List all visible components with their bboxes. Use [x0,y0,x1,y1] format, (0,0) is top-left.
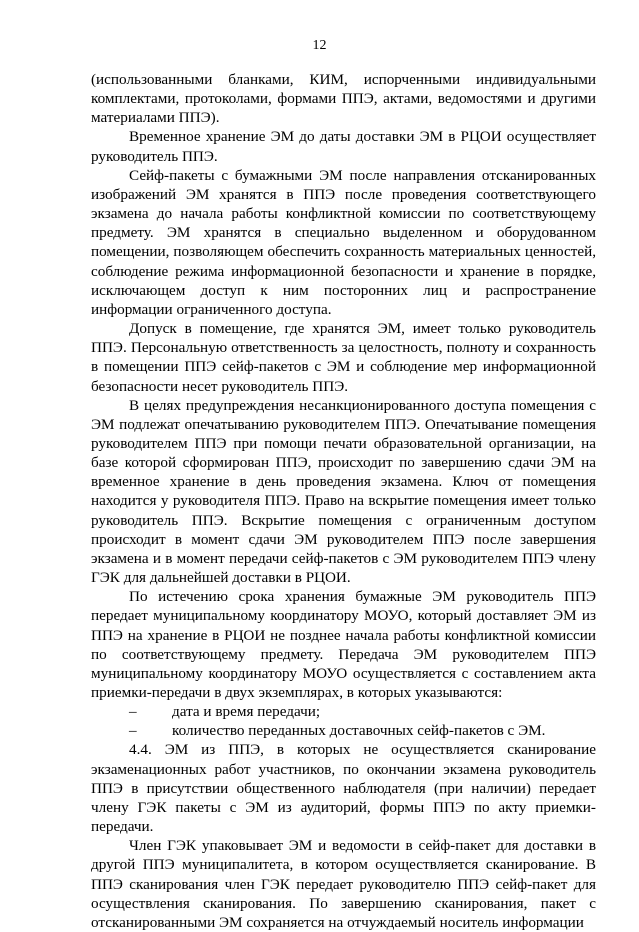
document-body [91,70,596,932]
paragraph-gek-member: Член ГЭК упаковывает ЭМ и ведомости в сейф-пакет для доставки в другой ППЭ муниципалитета, в котором осуществляется сканирование. В ППЭ сканирования член ГЭК передает руководителю ППЭ сейф-пакет для осуществления сканирования. По завершению сканирования, пакет с отсканированными ЭМ сохраняется на отчуждаемый носитель информации [91,837,596,931]
dash-bullet: – [129,703,137,721]
page-number: 12 [312,38,327,53]
paragraph-section-4-4: 4.4. ЭМ из ППЭ, в которых не осуществляется сканирование экзаменационных работ участников, по окончании экзамена руководитель ППЭ в присутствии общественного наблюдателя (при наличии) передает члену ГЭК пакеты с ЭМ из аудиторий, формы ППЭ по акту приемки-передачи. [91,741,596,836]
list-item [91,721,596,740]
list-item [91,702,596,721]
paragraph-transfer: По истечению срока хранения бумажные ЭМ руководитель ППЭ передает муниципальному координатору МОУО, который доставляет ЭМ из ППЭ на хранение в РЦОИ не позднее начала работы конфликтной комиссии по соответствующему предмету. Передача ЭМ руководителем ППЭ муниципальному координатору МОУО осуществляется с составлением акта приемки-передачи в двух экземплярах, в которых указываются: [91,588,596,701]
paragraph-access: Допуск в помещение, где хранятся ЭМ, имеет только руководитель ППЭ. Персональную ответственность за целостность, полноту и сохранность в помещении ППЭ сейф-пакетов с ЭМ и соблюдение мер информационной безопасности несет руководитель ППЭ. [91,320,596,395]
paragraph-continuation: (использованными бланками, КИМ, испорченными индивидуальными комплектами, протоколами, формами ППЭ, актами, ведомостями и другими материалами ППЭ). [91,71,596,127]
paragraph-sealing: В целях предупреждения несанкционированного доступа помещения с ЭМ подлежат опечатыванию руководителем ППЭ. Опечатывание помещения руководителем ППЭ при помощи печати образовательной организации, на базе которой сформирован ППЭ, происходит по завершению сдачи ЭМ на временное хранение в день проведения экзамена. Ключ от помещения находится у руководителя ППЭ. Право на вскрытие помещения имеет только руководитель ППЭ. Вскрытие помещения с ограниченным доступом происходит в момент сдачи ЭМ руководителем ППЭ после завершения экзамена и в момент передачи сейф-пакетов с ЭМ руководителем ППЭ члену ГЭК для дальнейшей доставки в РЦОИ. [91,396,596,587]
list-item-text: дата и время передачи; [172,703,321,721]
dash-bullet: – [129,722,137,740]
paragraph-temporary-storage: Временное хранение ЭМ до даты доставки ЭМ в РЦОИ осуществляет руководитель ППЭ. [91,128,596,165]
paragraph-safe-packages: Сейф-пакеты с бумажными ЭМ после направления отсканированных изображений ЭМ хранятся в ППЭ после проведения соответствующего экзамена до начала работы конфликтной комиссии по соответствующему предмету. ЭМ хранятся в специально выделенном и оборудованном помещении, позволяющем обеспечить сохранность материальных ценностей, соблюдение режима информационной безопасности и хранение в порядке, исключающем доступ к ним посторонних лиц и распространение информации ограниченного доступа. [91,166,596,318]
list-item-text: количество переданных доставочных сейф-пакетов с ЭМ. [172,722,546,740]
